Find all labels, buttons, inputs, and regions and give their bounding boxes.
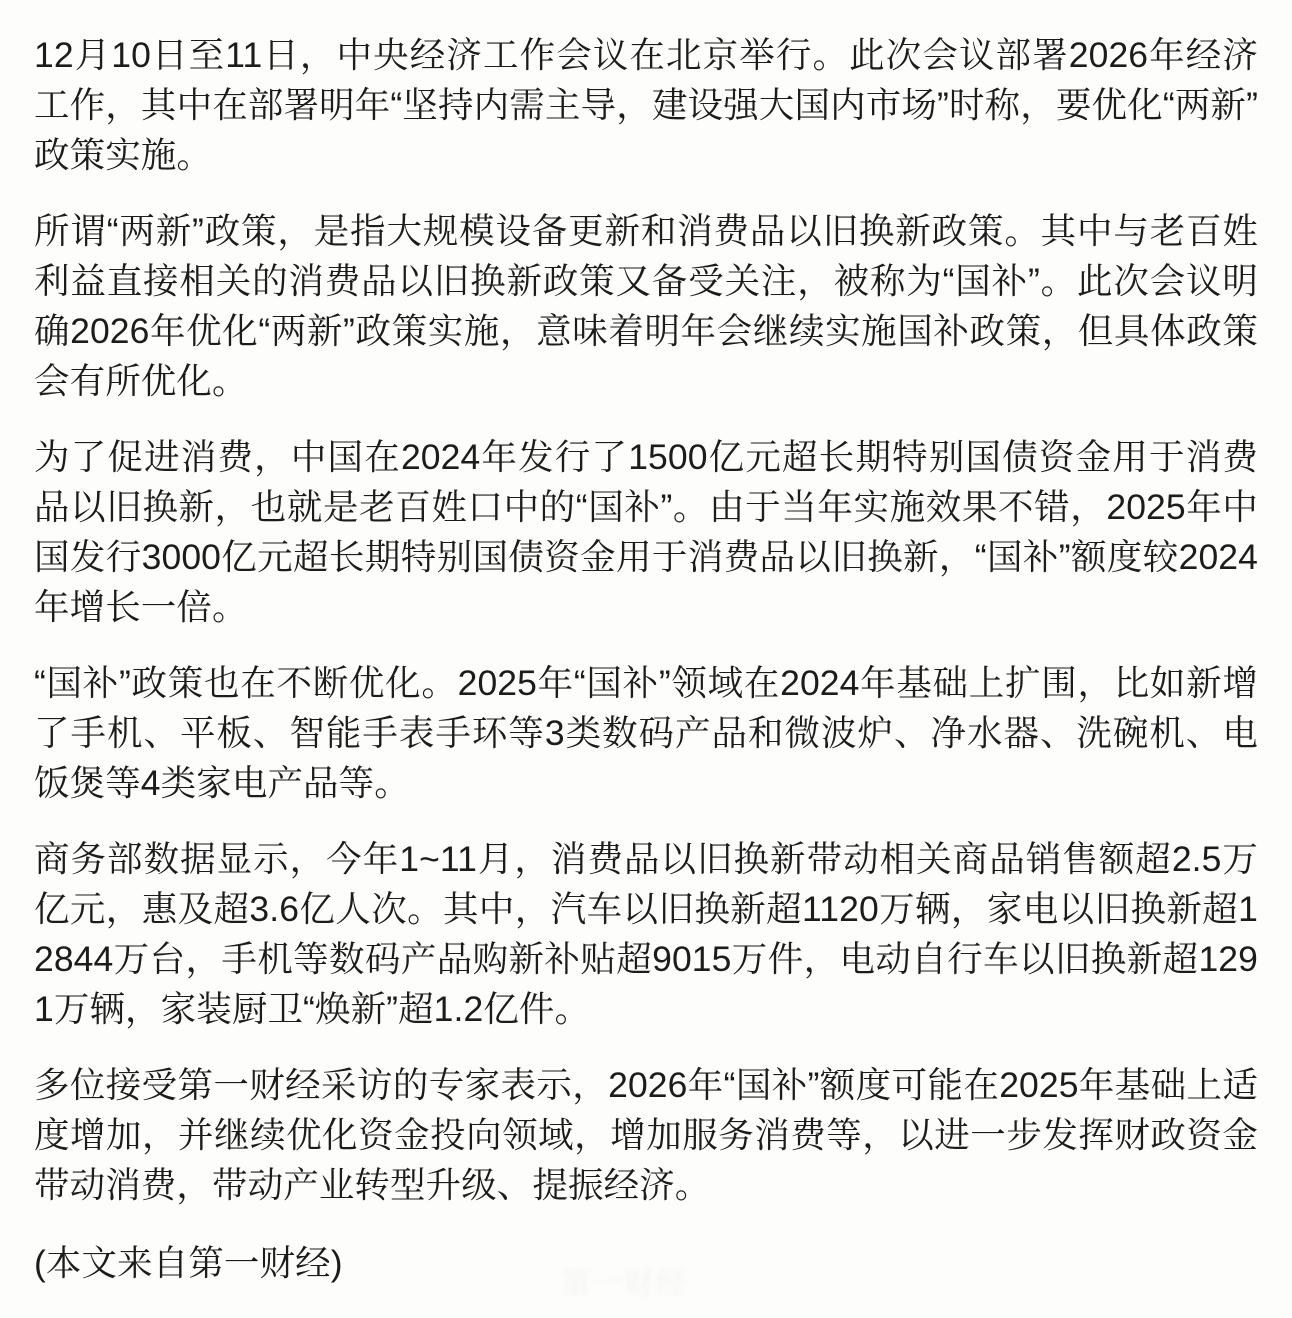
watermark-text: 第一财经 — [560, 1268, 688, 1301]
source-attribution: (本文来自第一财经) — [34, 1243, 343, 1283]
paragraph-3: 为了促进消费，中国在2024年发行了1500亿元超长期特别国债资金用于消费品以旧换新，也就是老百姓口中的“国补”。由于当年实施效果不错，2025年中国发行3000亿元超长期特别国债资金用于消费品以旧换新，“国补”额度较2024年增长一倍。 — [34, 437, 1258, 627]
paragraph-2: 所谓“两新”政策，是指大规模设备更新和消费品以旧换新政策。其中与老百姓利益直接相关的消费品以旧换新政策又备受关注，被称为“国补”。此次会议明确2026年优化“两新”政策实施，意味着明年会继续实施国补政策，但具体政策会有所优化。 — [34, 211, 1258, 401]
paragraph-6: 多位接受第一财经采访的专家表示，2026年“国补”额度可能在2025年基础上适度增加，并继续优化资金投向领域，增加服务消费等，以进一步发挥财政资金带动消费，带动产业转型升级、提振经济。 — [34, 1065, 1258, 1205]
paragraph-4: “国补”政策也在不断优化。2025年“国补”领域在2024年基础上扩围，比如新增了手机、平板、智能手表手环等3类数码产品和微波炉、净水器、洗碗机、电饭煲等4类家电产品等。 — [34, 663, 1258, 803]
paragraph-5: 商务部数据显示，今年1~11月，消费品以旧换新带动相关商品销售额超2.5万亿元，惠及超3.6亿人次。其中，汽车以旧换新超1120万辆，家电以旧换新超12844万台，手机等数码产品购新补贴超9015万件，电动自行车以旧换新超1291万辆，家装厨卫“焕新”超1.2亿件。 — [34, 839, 1258, 1029]
paragraph-1: 12月10日至11日，中央经济工作会议在北京举行。此次会议部署2026年经济工作，其中在部署明年“坚持内需主导，建设强大国内市场”时称，要优化“两新”政策实施。 — [34, 35, 1258, 175]
